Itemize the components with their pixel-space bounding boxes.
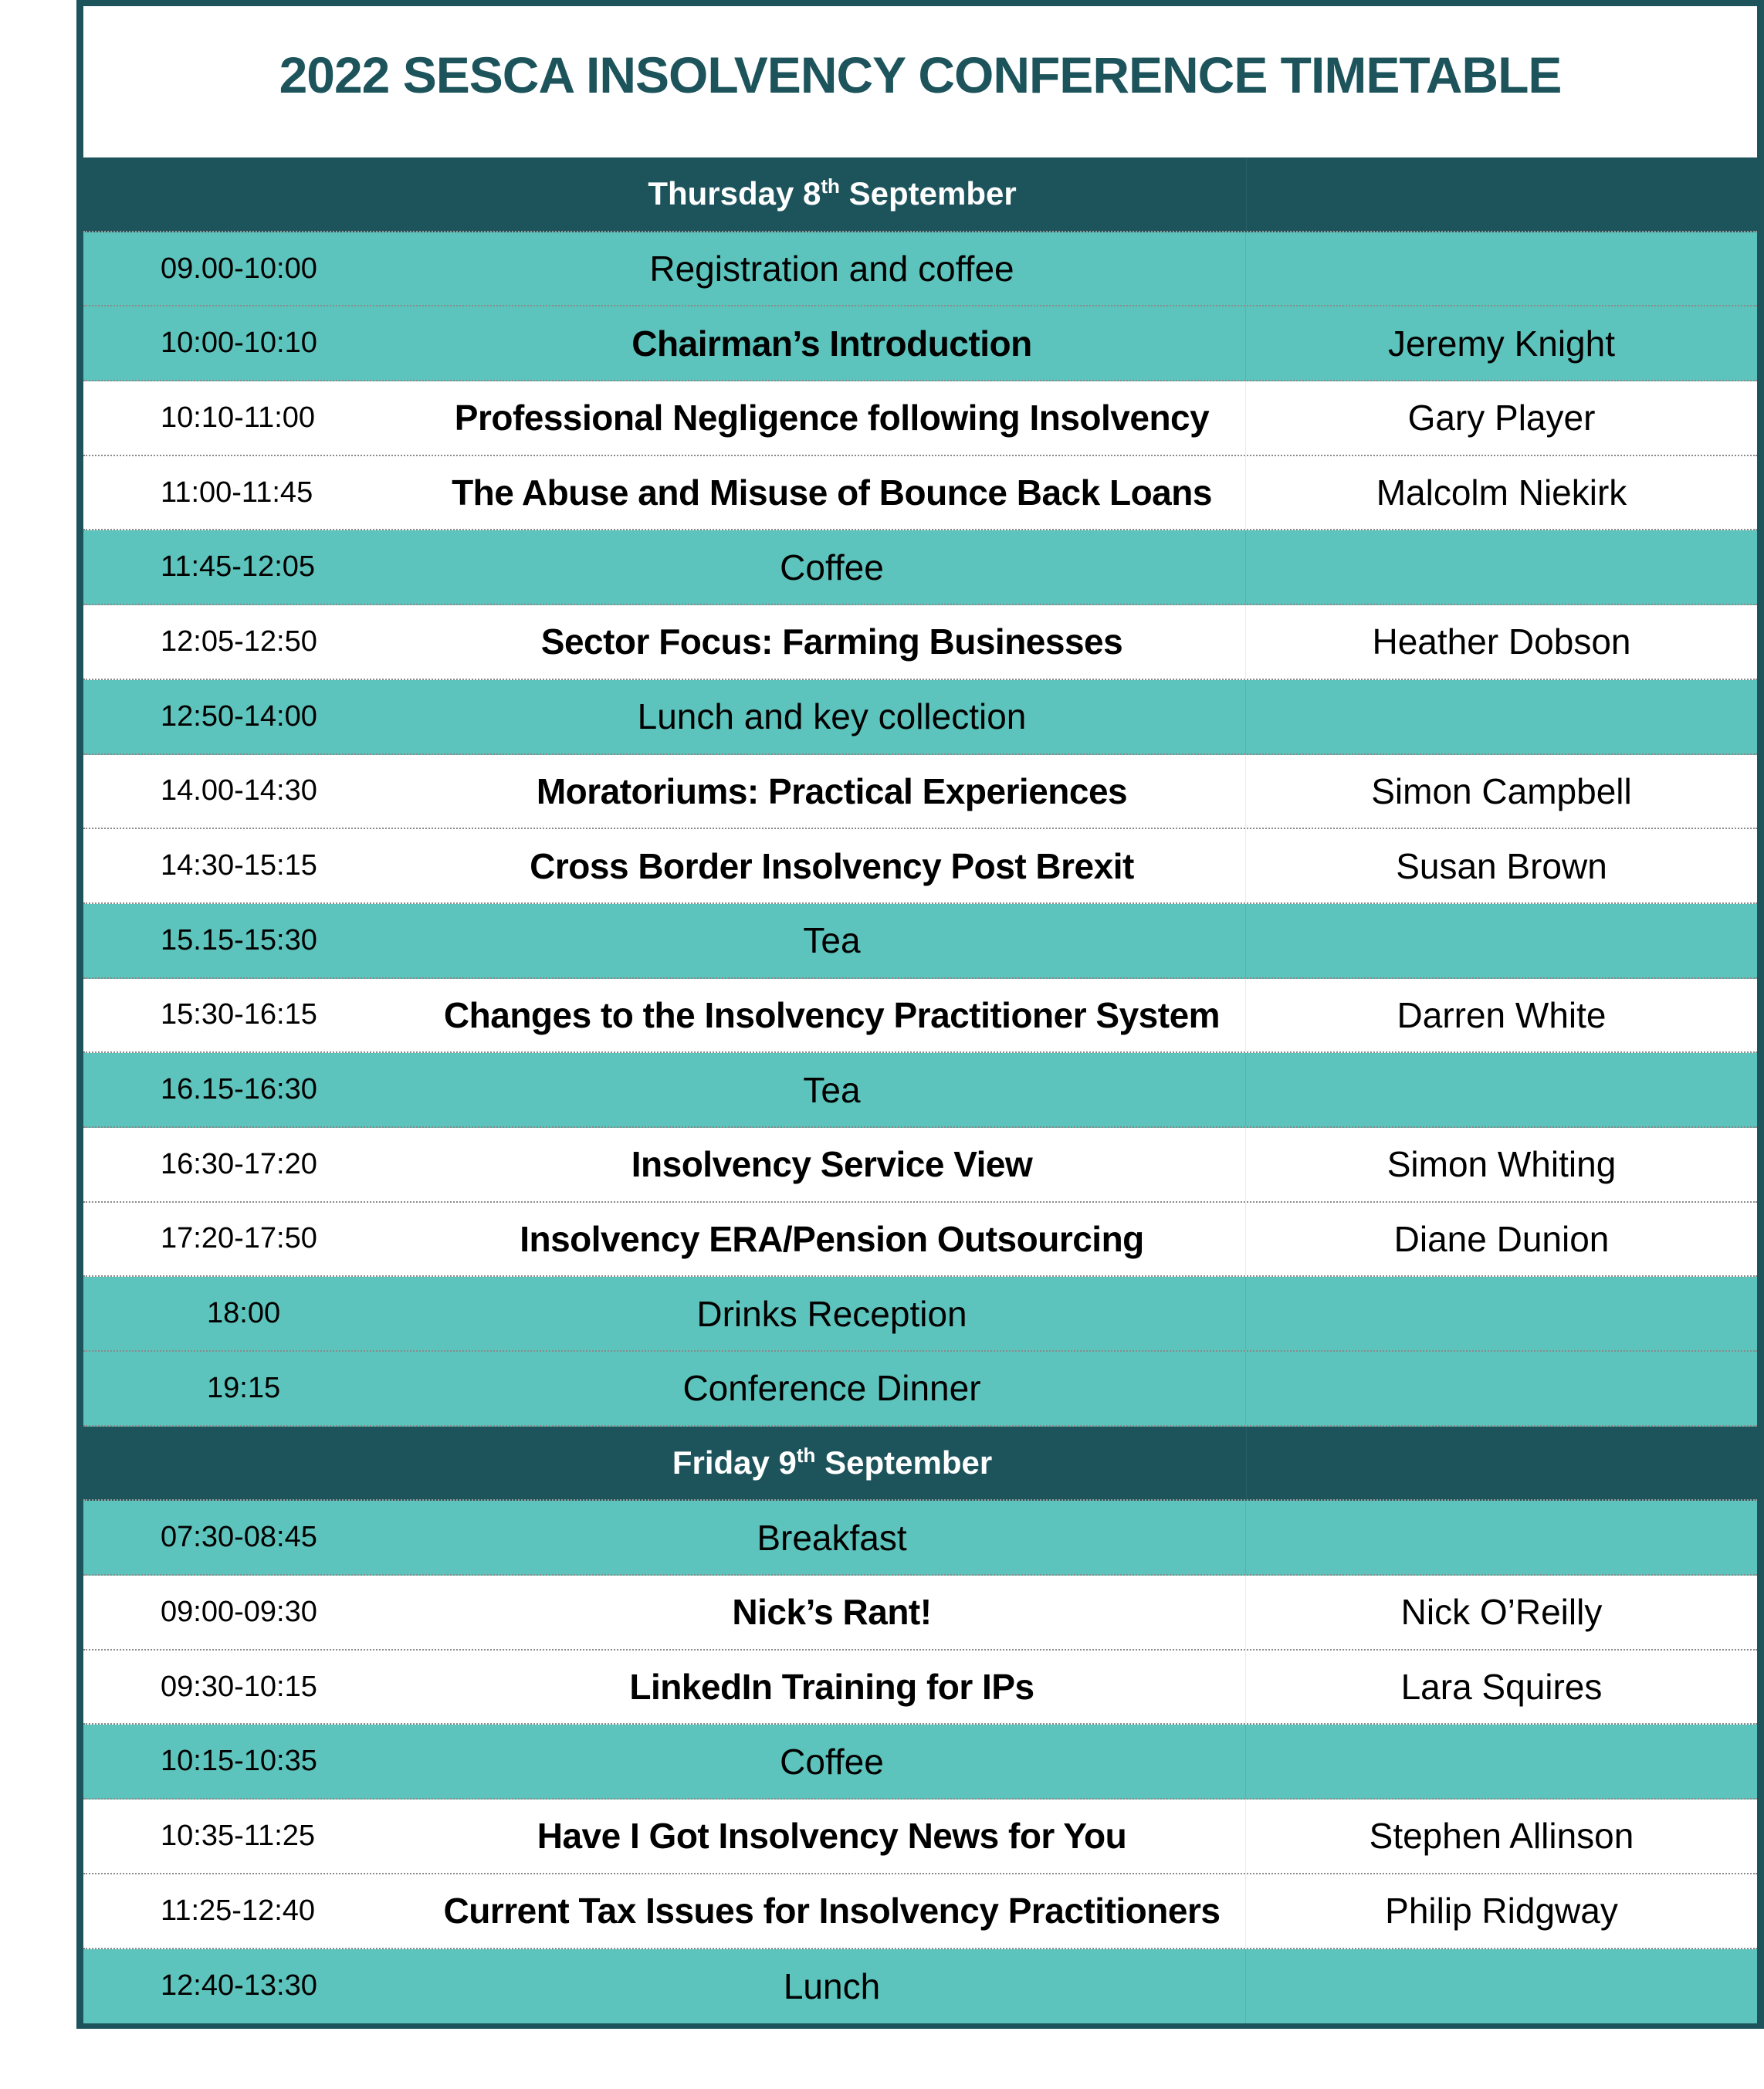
time-cell: 16:30-17:20 [161, 1147, 317, 1180]
time-cell: 07:30-08:45 [161, 1521, 317, 1554]
speaker-cell [1246, 904, 1757, 977]
day-header-label [83, 157, 1246, 231]
session-cell: Insolvency Service View [418, 1128, 1246, 1201]
speaker-cell: Simon Whiting [1386, 1144, 1617, 1185]
schedule-row [83, 1576, 1757, 1651]
session-cell: The Abuse and Misuse of Bounce Back Loans [418, 456, 1246, 530]
schedule-row [83, 1277, 1757, 1352]
time-cell: 10:35-11:25 [161, 1819, 316, 1852]
time-cell: 09:00-09:30 [161, 1595, 317, 1628]
day-header-row [83, 157, 1757, 232]
session-cell: Conference Dinner [418, 1352, 1246, 1425]
time-cell: 10:10-11:00 [161, 401, 316, 434]
session-cell: Changes to the Insolvency Practitioner System [418, 979, 1246, 1052]
session-cell: Tea [418, 1053, 1246, 1126]
schedule-row [83, 381, 1757, 456]
speaker-cell: Lara Squires [1400, 1667, 1603, 1708]
session-cell: Drinks Reception [418, 1277, 1246, 1350]
time-cell: 11:45-12:05 [161, 550, 316, 584]
schedule-row [83, 1053, 1757, 1128]
time-cell: 17:20-17:50 [161, 1222, 317, 1255]
time-cell: 15.15-15:30 [161, 923, 317, 956]
speaker-cell: Heather Dobson [1372, 621, 1631, 662]
time-cell: 10:00-10:10 [161, 327, 317, 360]
schedule-row [83, 1501, 1757, 1576]
day-label-ordinal: th [821, 174, 840, 198]
title-box [83, 6, 1757, 157]
speaker-cell: Susan Brown [1396, 845, 1607, 886]
session-cell: Moratoriums: Practical Experiences [418, 755, 1246, 828]
speaker-cell: Simon Campbell [1371, 770, 1632, 811]
session-cell: Professional Negligence following Insolvency [418, 381, 1246, 455]
speaker-cell [1246, 530, 1757, 604]
speaker-cell [1246, 1277, 1757, 1350]
page-title: 2022 SESCA INSOLVENCY CONFERENCE TIMETABLE [279, 46, 1562, 103]
day-label-ordinal: th [796, 1444, 816, 1468]
session-cell: Coffee [418, 530, 1246, 604]
session-cell: Lunch and key collection [418, 680, 1246, 753]
speaker-cell: Jeremy Knight [1387, 323, 1615, 364]
time-cell: 11:00-11:45 [161, 476, 313, 509]
speaker-cell [1246, 1352, 1757, 1425]
session-cell: Sector Focus: Farming Businesses [418, 605, 1246, 679]
speaker-cell [1246, 680, 1757, 753]
timetable-frame [76, 0, 1764, 2029]
day-header-row [83, 1427, 1757, 1502]
session-cell: Insolvency ERA/Pension Outsourcing [418, 1203, 1246, 1276]
speaker-cell [1246, 232, 1757, 306]
speaker-cell [1246, 1501, 1757, 1574]
session-cell: Registration and coffee [418, 232, 1246, 306]
schedule-row [83, 1203, 1757, 1278]
session-cell: Tea [418, 904, 1246, 977]
speaker-cell: Diane Dunion [1393, 1218, 1610, 1259]
day-header-label [83, 1427, 1246, 1500]
speaker-cell [1246, 1949, 1757, 2024]
schedule-row [83, 680, 1757, 755]
session-cell: Breakfast [418, 1501, 1246, 1574]
session-cell: Coffee [418, 1725, 1246, 1798]
speaker-cell [1246, 1725, 1757, 1798]
day-label-prefix: Thursday 8 [648, 175, 821, 212]
time-cell: 12:40-13:30 [161, 1969, 317, 2003]
schedule-row [83, 829, 1757, 904]
schedule-row [83, 530, 1757, 605]
speaker-cell: Stephen Allinson [1369, 1816, 1634, 1857]
time-cell: 15:30-16:15 [161, 998, 317, 1031]
timetable [83, 157, 1757, 2023]
session-cell: Current Tax Issues for Insolvency Practitioners [418, 1874, 1246, 1948]
speaker-cell [1246, 1053, 1757, 1126]
schedule-row [83, 1725, 1757, 1800]
time-cell: 10:15-10:35 [161, 1745, 317, 1778]
schedule-row [83, 1949, 1757, 2024]
speaker-cell: Malcolm Niekirk [1376, 472, 1627, 513]
time-cell: 09:30-10:15 [161, 1670, 317, 1703]
schedule-row [83, 456, 1757, 531]
day-header-blank [1246, 1427, 1757, 1500]
speaker-cell: Philip Ridgway [1385, 1891, 1618, 1932]
session-cell: Have I Got Insolvency News for You [418, 1800, 1246, 1873]
schedule-row [83, 755, 1757, 830]
schedule-row [83, 232, 1757, 307]
speaker-cell: Darren White [1397, 994, 1607, 1035]
day-label-suffix: September [815, 1444, 993, 1481]
day-label-prefix: Friday 9 [672, 1444, 797, 1481]
schedule-row [83, 1800, 1757, 1874]
time-cell: 16.15-16:30 [161, 1073, 317, 1106]
session-cell: LinkedIn Training for IPs [418, 1651, 1246, 1724]
session-cell: Lunch [418, 1949, 1246, 2024]
schedule-row [83, 904, 1757, 979]
schedule-row [83, 979, 1757, 1054]
schedule-row [83, 1874, 1757, 1949]
time-cell: 19:15 [207, 1371, 281, 1404]
time-cell: 12:50-14:00 [161, 699, 317, 733]
session-cell: Cross Border Insolvency Post Brexit [418, 829, 1246, 902]
schedule-row [83, 1651, 1757, 1725]
session-cell: Nick’s Rant! [418, 1576, 1246, 1649]
time-cell: 18:00 [207, 1297, 281, 1330]
time-cell: 12:05-12:50 [161, 625, 317, 658]
time-cell: 14.00-14:30 [161, 774, 317, 807]
schedule-row [83, 1352, 1757, 1427]
session-cell: Chairman’s Introduction [418, 306, 1246, 380]
day-header-blank [1246, 157, 1757, 231]
schedule-row [83, 306, 1757, 381]
schedule-row [83, 1128, 1757, 1203]
day-label-suffix: September [839, 175, 1017, 212]
speaker-cell: Gary Player [1407, 398, 1596, 438]
time-cell: 14:30-15:15 [161, 849, 317, 882]
time-cell: 09.00-10:00 [161, 252, 317, 285]
schedule-row [83, 605, 1757, 680]
speaker-cell: Nick O’Reilly [1400, 1592, 1603, 1633]
time-cell: 11:25-12:40 [161, 1894, 316, 1927]
